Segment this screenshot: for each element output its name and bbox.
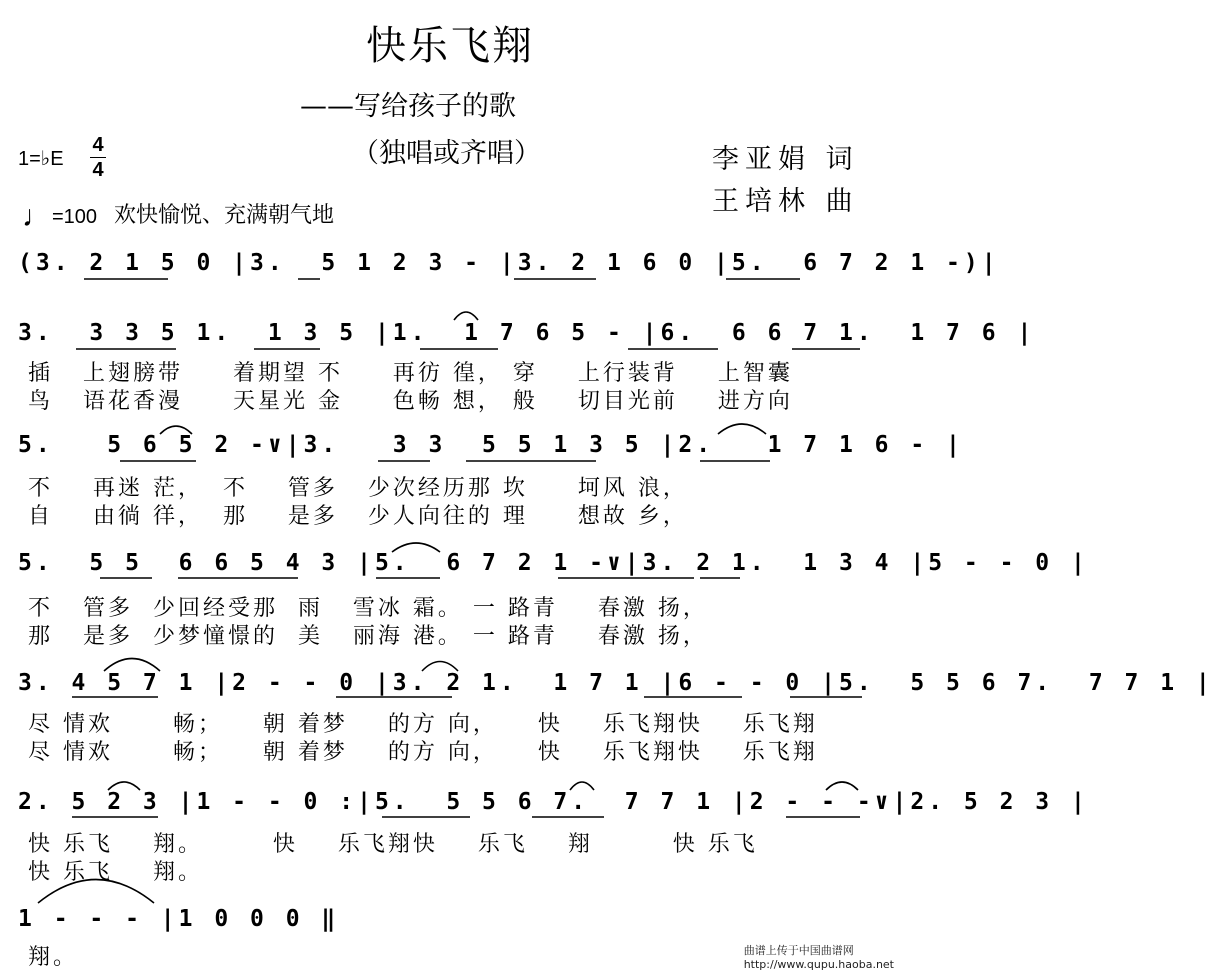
slur-mark	[454, 312, 478, 320]
slur-mark	[826, 782, 858, 790]
score-system-6: 2. 5 2 3 |1 - - 0 :|5. 5 5 6 7. 7 7 1 |2 - - -∨|2. 5 2 3 |	[18, 789, 1089, 815]
lyric-verse-2-line-3: 自 由徜 徉， 那 是多 少人向往的 理 想故 乡，	[28, 504, 688, 529]
time-signature-bottom: 4	[92, 159, 104, 181]
slur-mark	[104, 659, 160, 672]
lyric-verse-2-line-2: 鸟 语花香漫 天星光 金 色畅 想， 般 切目光前 进方向	[28, 389, 793, 414]
lyric-verse-2-line-5: 尽 情欢 畅； 朝 着梦 的方 向， 快 乐飞翔快 乐飞翔	[28, 740, 818, 765]
lyric-verse-2-line-4: 那 是多 少梦憧憬的 美 丽海 港。 一 路青 春激 扬，	[28, 624, 708, 649]
lyric-verse-1-line-6: 快 乐飞 翔。 快 乐飞翔快 乐飞 翔 快 乐飞	[28, 832, 758, 857]
quarter-note-icon: ♩	[22, 200, 52, 233]
lyric-verse-2-line-6: 快 乐飞 翔。	[28, 860, 203, 885]
score-system-3: 5. 5 6 5 2 -∨|3. 3 3 5 5 1 3 5 |2. 1 7 1 6 - |	[18, 432, 964, 458]
slur-mark	[422, 662, 458, 672]
watermark	[744, 942, 894, 971]
lyric-verse-1-line-3: 不 再迷 茫， 不 管多 少次经历那 坎 坷风 浪，	[28, 476, 688, 501]
composer-credit: 王培林 曲	[712, 186, 859, 217]
slur-mark	[160, 426, 192, 434]
time-signature-top: 4	[92, 134, 104, 156]
lyric-verse-1-line-7: 翔。	[28, 945, 79, 970]
song-subtitle: ——写给孩子的歌	[300, 91, 516, 122]
lyric-verse-1-line-2: 插 上翅膀带 着期望 不 再彷 徨， 穿 上行装背 上智囊	[28, 361, 793, 386]
slur-mark	[570, 782, 594, 790]
score-system-2: 3. 3 3 5 1. 1 3 5 |1. 1 7 6 5 - |6. 6 6 7 1. 1 7 6 |	[18, 320, 1036, 346]
watermark-line-2: http://www.qupu.haoba.net	[743, 958, 894, 971]
tie-mark	[38, 880, 154, 904]
slur-mark	[392, 543, 440, 552]
score-system-1: (3. 2 1 5 0 |3. 5 1 2 3 - |3. 2 1 6 0 |5. 6 7 2 1 -)|	[18, 250, 1000, 276]
watermark-line-1: 曲谱上传于中国曲谱网	[743, 944, 854, 957]
lyric-verse-1-line-5: 尽 情欢 畅； 朝 着梦 的方 向， 快 乐飞翔快 乐飞翔	[28, 712, 818, 737]
key-signature: 1=♭E	[18, 148, 64, 170]
tempo-value: =100	[52, 206, 98, 228]
song-title: 快乐飞翔	[366, 23, 534, 69]
lyric-verse-1-line-4: 不 管多 少回经受那 雨 雪冰 霜。 一 路青 春激 扬，	[28, 596, 708, 621]
expression-marking: 欢快愉悦、充满朝气地	[114, 203, 335, 228]
slur-mark	[108, 782, 140, 790]
performance-mode: （独唱或齐唱）	[352, 138, 541, 169]
score-system-4: 5. 5 5 6 6 5 4 3 |5. 6 7 2 1 -∨|3. 2 1. 1 3 4 |5 - - 0 |	[18, 550, 1089, 576]
score-system-7: 1 - - - |1 0 0 0 ‖	[18, 906, 340, 932]
slur-mark	[718, 424, 766, 434]
score-system-5: 3. 4 5 7 1 |2 - - 0 |3. 2 1. 1 7 1 |6 - - 0 |5. 5 5 6 7. 7 7 1 |	[18, 670, 1214, 696]
lyricist-credit: 李亚娟 词	[712, 144, 859, 175]
